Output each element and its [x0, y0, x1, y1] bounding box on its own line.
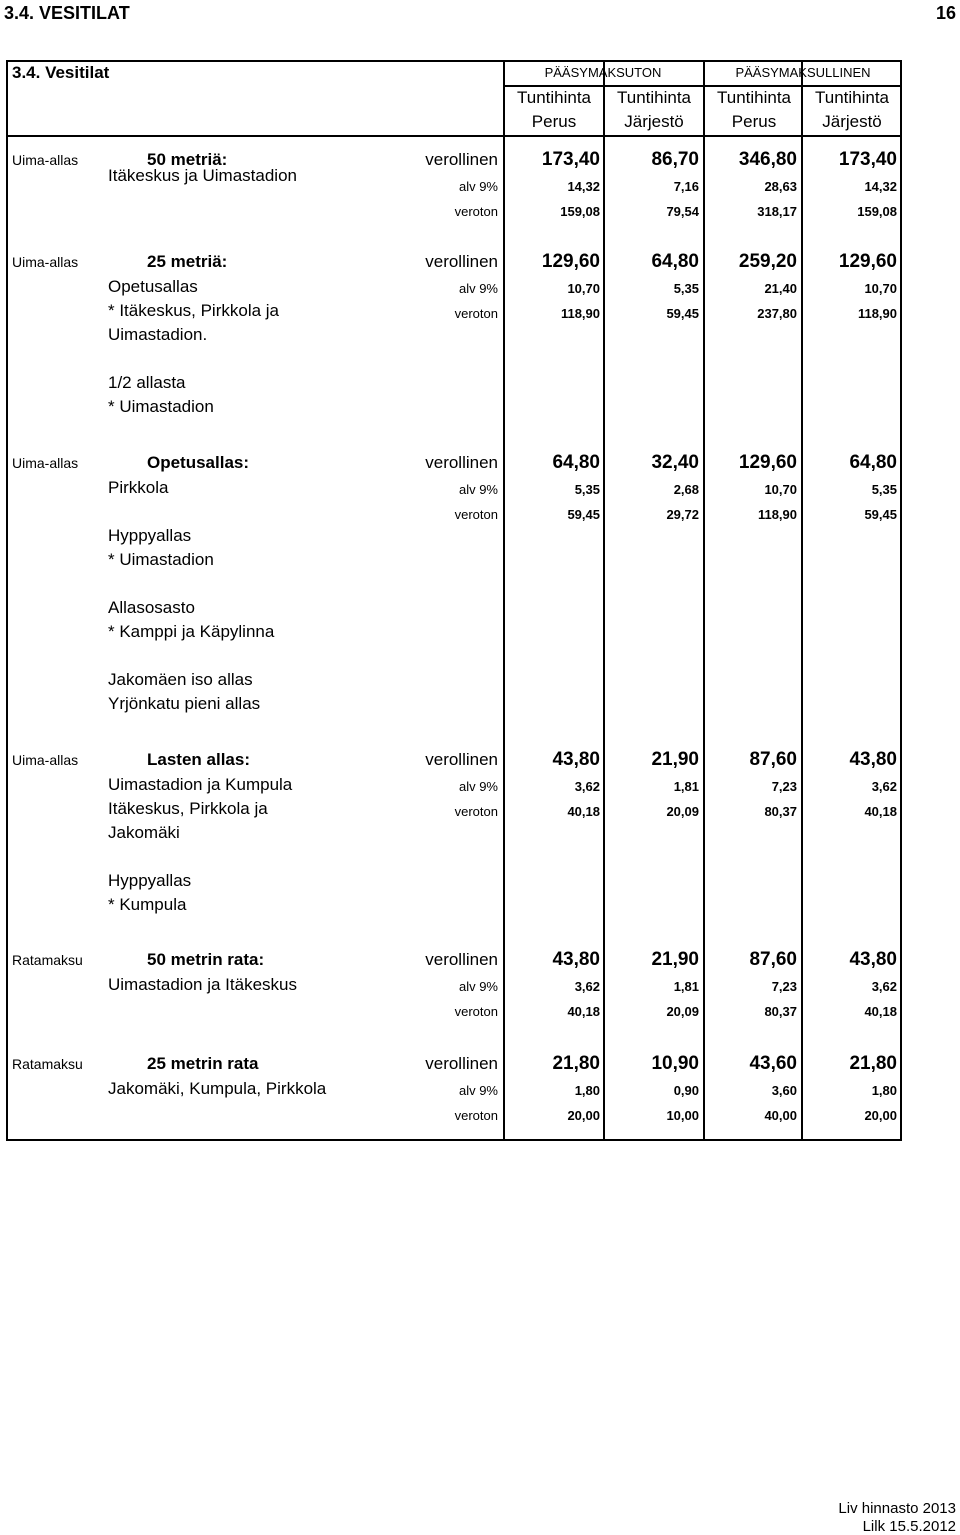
- row-label-net: veroton: [454, 1004, 498, 1019]
- section-location: Allasosasto: [108, 598, 195, 617]
- price-cell: 259,20: [738, 251, 797, 272]
- price-cell: 237,80: [757, 306, 797, 321]
- price-cell: 10,70: [864, 281, 897, 296]
- section-heading: 3.4. VESITILAT: [4, 3, 130, 23]
- column-divider: [801, 62, 803, 1139]
- group-header-paid: PÄÄSYMAKSULLINEN: [735, 65, 871, 80]
- section-location: Uimastadion ja Itäkeskus: [108, 975, 297, 994]
- row-label-net: veroton: [454, 1108, 498, 1123]
- price-cell: 87,60: [749, 949, 797, 970]
- table-title: 3.4. Vesitilat: [12, 63, 110, 82]
- row-label-vat: alv 9%: [458, 482, 498, 497]
- price-cell: 5,35: [871, 482, 897, 497]
- footer-date: Lilk 15.5.2012: [862, 1518, 956, 1535]
- price-cell: 20,09: [666, 804, 699, 819]
- row-label-vat: alv 9%: [458, 1083, 498, 1098]
- section-category: Uima-allas: [12, 254, 79, 270]
- section-location: Pirkkola: [108, 478, 169, 497]
- section-location: Jakomäki, Kumpula, Pirkkola: [108, 1079, 327, 1098]
- column-header-4-line2: Järjestö: [822, 112, 882, 131]
- price-cell: 28,63: [764, 179, 797, 194]
- column-header-1-line2: Perus: [531, 112, 577, 131]
- section-location: Uimastadion ja Kumpula: [108, 775, 293, 794]
- price-cell: 86,70: [651, 149, 699, 170]
- price-cell: 129,60: [838, 251, 897, 272]
- column-header-1-line1: Tuntihinta: [516, 88, 592, 107]
- row-label-vat: alv 9%: [458, 179, 498, 194]
- column-header-2-line2: Järjestö: [624, 112, 684, 131]
- column-header-3-line2: Perus: [731, 112, 777, 131]
- price-cell: 14,32: [567, 179, 600, 194]
- price-cell: 80,37: [764, 804, 797, 819]
- row-label-net: veroton: [454, 204, 498, 219]
- section-location: Jakomäen iso allas: [108, 670, 253, 689]
- price-cell: 2,68: [673, 482, 699, 497]
- price-cell: 318,17: [757, 204, 797, 219]
- price-cell: 59,45: [864, 507, 897, 522]
- price-cell: 80,37: [764, 1004, 797, 1019]
- price-cell: 59,45: [567, 507, 600, 522]
- row-label-gross: verollinen: [425, 453, 498, 472]
- section-title: 25 metriä:: [147, 252, 228, 271]
- price-cell: 1,81: [673, 779, 699, 794]
- price-cell: 21,90: [651, 749, 699, 770]
- price-cell: 346,80: [738, 149, 797, 170]
- price-cell: 21,90: [651, 949, 699, 970]
- price-cell: 79,54: [666, 204, 699, 219]
- price-cell: 40,18: [567, 804, 600, 819]
- section-location: Opetusallas: [108, 277, 198, 296]
- row-label-net: veroton: [454, 306, 498, 321]
- price-cell: 64,80: [552, 452, 600, 473]
- section-title: Opetusallas:: [147, 453, 250, 472]
- row-label-gross: verollinen: [425, 750, 498, 769]
- price-cell: 87,60: [749, 749, 797, 770]
- price-cell: 43,80: [552, 749, 600, 770]
- price-cell: 159,08: [560, 204, 600, 219]
- row-label-gross: verollinen: [425, 150, 498, 169]
- price-cell: 21,40: [764, 281, 797, 296]
- column-divider: [503, 62, 505, 1139]
- page-number: 16: [936, 3, 957, 23]
- section-location: * Uimastadion: [108, 550, 214, 569]
- price-cell: 7,23: [771, 779, 797, 794]
- price-cell: 0,90: [673, 1083, 699, 1098]
- section-location: Itäkeskus ja Uimastadion: [108, 166, 297, 185]
- column-divider: [703, 62, 705, 1139]
- footer-price-list: Liv hinnasto 2013: [838, 1500, 956, 1517]
- column-divider: [603, 62, 605, 1139]
- price-cell: 40,00: [764, 1108, 797, 1123]
- price-cell: 118,90: [560, 306, 600, 321]
- price-cell: 3,62: [871, 779, 897, 794]
- column-header-3-line1: Tuntihinta: [716, 88, 792, 107]
- price-cell: 10,00: [666, 1108, 699, 1123]
- section-location: * Kumpula: [108, 895, 187, 914]
- price-cell: 20,09: [666, 1004, 699, 1019]
- price-cell: 3,62: [871, 979, 897, 994]
- price-cell: 1,81: [673, 979, 699, 994]
- section-category: Ratamaksu: [12, 1056, 83, 1072]
- row-label-vat: alv 9%: [458, 281, 498, 296]
- column-header-2-line1: Tuntihinta: [616, 88, 692, 107]
- section-title: 50 metriä:: [147, 150, 228, 169]
- row-label-gross: verollinen: [425, 950, 498, 969]
- price-cell: 14,32: [864, 179, 897, 194]
- price-cell: 7,23: [771, 979, 797, 994]
- section-category: Uima-allas: [12, 152, 79, 168]
- price-cell: 32,40: [651, 452, 699, 473]
- price-cell: 1,80: [574, 1083, 600, 1098]
- price-cell: 129,60: [541, 251, 600, 272]
- section-category: Uima-allas: [12, 752, 79, 768]
- price-cell: 20,00: [864, 1108, 897, 1123]
- price-cell: 173,40: [838, 149, 897, 170]
- row-label-gross: verollinen: [425, 1054, 498, 1073]
- price-cell: 5,35: [673, 281, 699, 296]
- price-cell: 10,70: [764, 482, 797, 497]
- section-location: * Itäkeskus, Pirkkola ja: [108, 301, 280, 320]
- price-cell: 59,45: [666, 306, 699, 321]
- price-cell: 3,62: [574, 979, 600, 994]
- price-cell: 40,18: [864, 1004, 897, 1019]
- section-location: * Uimastadion: [108, 397, 214, 416]
- price-cell: 20,00: [567, 1108, 600, 1123]
- price-cell: 43,80: [849, 749, 897, 770]
- row-label-gross: verollinen: [425, 252, 498, 271]
- price-cell: 5,35: [574, 482, 600, 497]
- price-cell: 129,60: [738, 452, 797, 473]
- row-label-vat: alv 9%: [458, 979, 498, 994]
- section-location: Hyppyallas: [108, 526, 192, 545]
- section-location: Uimastadion.: [108, 325, 208, 344]
- price-cell: 40,18: [567, 1004, 600, 1019]
- price-cell: 64,80: [651, 251, 699, 272]
- price-cell: 43,80: [552, 949, 600, 970]
- price-cell: 10,90: [651, 1053, 699, 1074]
- header-divider: [6, 135, 902, 137]
- price-cell: 29,72: [666, 507, 699, 522]
- price-cell: 21,80: [849, 1053, 897, 1074]
- price-cell: 43,80: [849, 949, 897, 970]
- section-location: Jakomäki: [108, 823, 180, 842]
- price-cell: 64,80: [849, 452, 897, 473]
- price-cell: 40,18: [864, 804, 897, 819]
- group-header-free: PÄÄSYMAKSUTON: [544, 65, 662, 80]
- row-label-vat: alv 9%: [458, 779, 498, 794]
- price-cell: 118,90: [857, 306, 897, 321]
- price-cell: 118,90: [757, 507, 797, 522]
- section-title: 25 metrin rata: [147, 1054, 259, 1073]
- section-title: Lasten allas:: [147, 750, 250, 769]
- column-header-4-line1: Tuntihinta: [814, 88, 890, 107]
- price-cell: 159,08: [857, 204, 897, 219]
- section-location: * Kamppi ja Käpylinna: [108, 622, 275, 641]
- section-category: Uima-allas: [12, 455, 79, 471]
- price-cell: 1,80: [871, 1083, 897, 1098]
- section-location: 1/2 allasta: [108, 373, 186, 392]
- price-cell: 10,70: [567, 281, 600, 296]
- row-label-net: veroton: [454, 804, 498, 819]
- price-cell: 173,40: [541, 149, 600, 170]
- section-location: Itäkeskus, Pirkkola ja: [108, 799, 268, 818]
- price-cell: 43,60: [749, 1053, 797, 1074]
- price-cell: 7,16: [673, 179, 699, 194]
- section-location: Yrjönkatu pieni allas: [108, 694, 261, 713]
- section-location: Hyppyallas: [108, 871, 192, 890]
- price-cell: 3,62: [574, 779, 600, 794]
- price-cell: 3,60: [771, 1083, 797, 1098]
- section-category: Ratamaksu: [12, 952, 83, 968]
- row-label-net: veroton: [454, 507, 498, 522]
- price-cell: 21,80: [552, 1053, 600, 1074]
- section-title: 50 metrin rata:: [147, 950, 265, 969]
